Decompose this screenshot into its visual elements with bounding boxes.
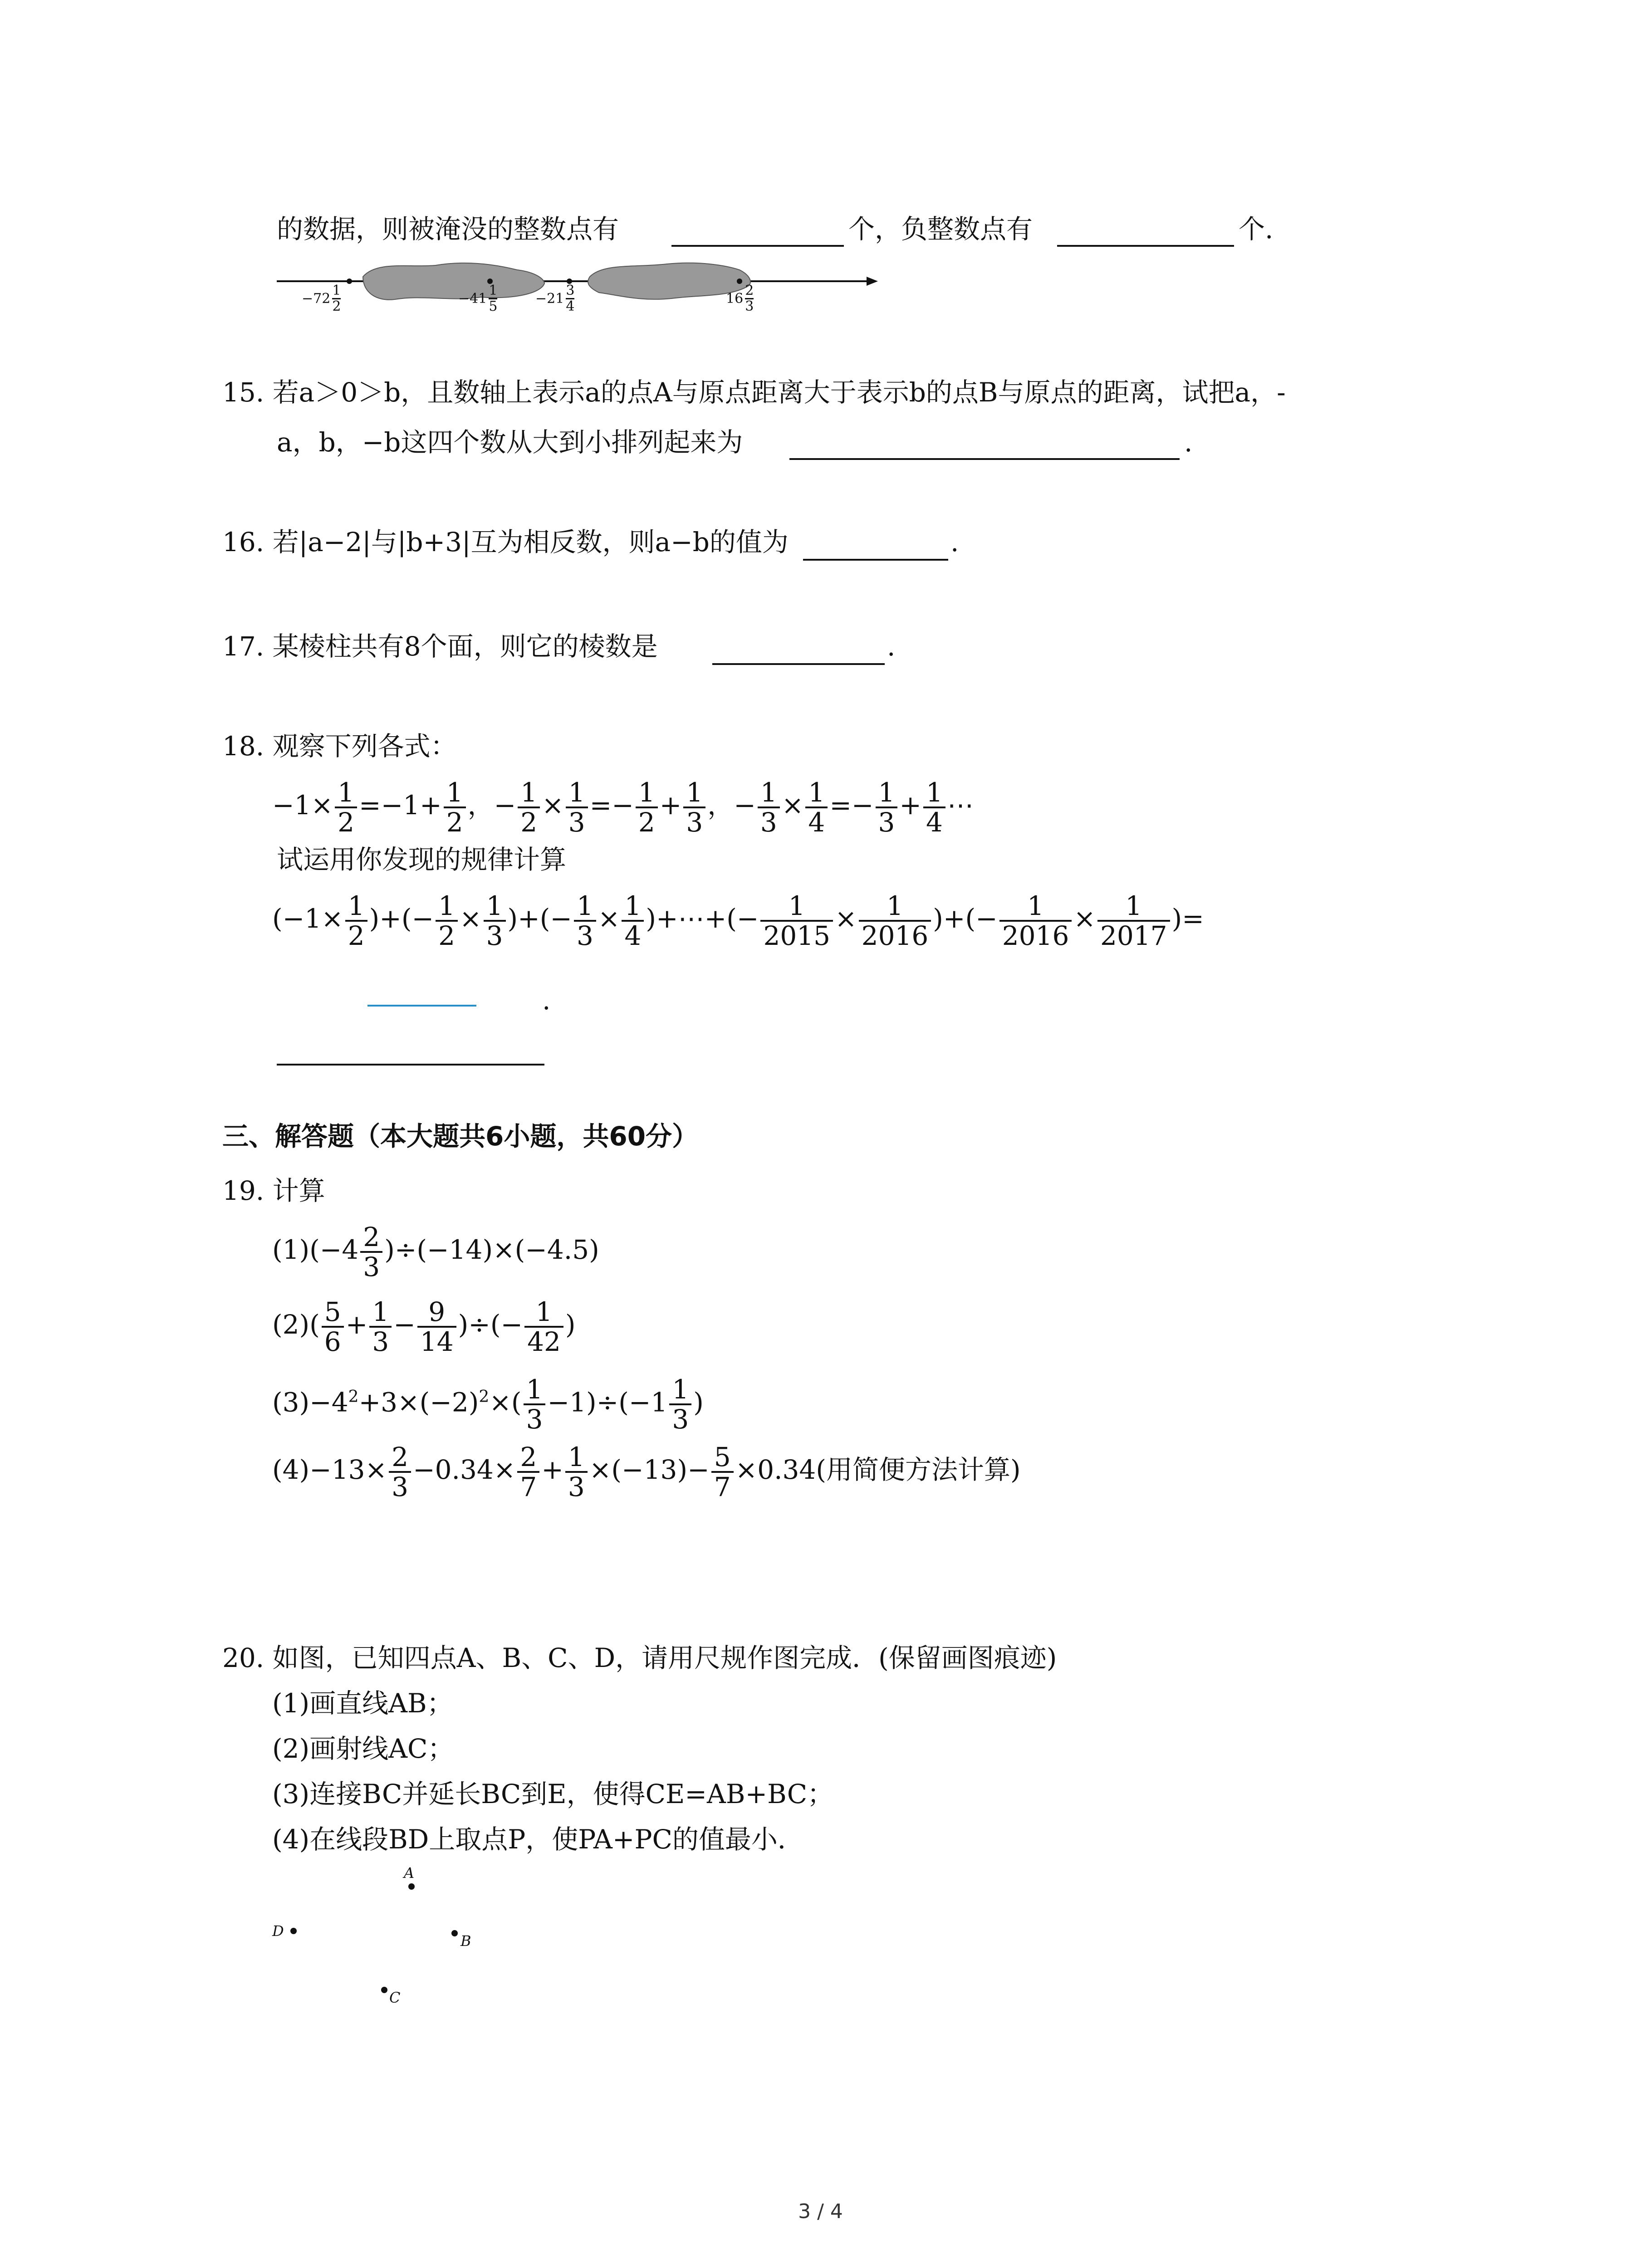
- section3-title: 三、解答题（本大题共6小题，共60分）: [222, 1121, 699, 1152]
- tick-dot-1: [347, 279, 352, 284]
- point-d-dot: [290, 1928, 297, 1934]
- q16-end: .: [950, 527, 959, 557]
- q20-item-3: (3)连接BC并延长BC到E，使得CE=AB+BC；: [272, 1779, 834, 1809]
- point-b-dot: [451, 1930, 458, 1936]
- point-label-a: A: [404, 1864, 415, 1882]
- q19-part4: (4)−13× $\frac{2}{3}$ −0.34× $\frac{2}{7}$ + $\frac{1}{3}$ ×(−13)− $\frac{5}{7}$ ×0.34(用简便方法计算): [272, 1441, 1021, 1502]
- q18-title: 18. 观察下列各式：: [222, 731, 457, 762]
- q18-instruction: 试运用你发现的规律计算: [277, 844, 567, 875]
- point-label-b: B: [460, 1932, 471, 1950]
- q15-line2: a，b，−b这四个数从大到小排列起来为: [277, 427, 743, 458]
- q18-expression: (−1× $\frac{1}{2}$ )+(− $\frac{1}{2}$ × $\frac{1}{3}$ )+(− $\frac{1}{3}$ × $\frac{1}{4}$ )+⋯+(− $\frac{1}{2015}$ × $\frac{1}{2016}$ )+(− $\frac{1}{2016}$ × $\frac{1}{2017}$ )=: [272, 890, 1204, 951]
- q14-text-a: 的数据，则被淹没的整数点有: [277, 214, 619, 244]
- point-a-dot: [408, 1883, 415, 1890]
- q14-blank-2[interactable]: [1057, 245, 1234, 247]
- tick-label-2: −41 $\frac{1}{5}$: [458, 283, 498, 314]
- number-line-arrow: [867, 277, 878, 286]
- q18-end: .: [542, 985, 551, 1016]
- ink-blot-1: [363, 263, 544, 300]
- tick-label-4: 16 $\frac{2}{3}$: [726, 283, 754, 314]
- q16-blank[interactable]: [803, 559, 948, 561]
- q17-text: 17. 某棱柱共有8个面，则它的棱数是: [222, 631, 658, 662]
- number-line-figure: [272, 259, 885, 331]
- q18-blank[interactable]: [277, 1064, 544, 1066]
- q14-text-c: 个.: [1239, 214, 1274, 244]
- q20-item-1: (1)画直线AB；: [272, 1688, 453, 1719]
- q18-answer-underline[interactable]: [367, 1005, 476, 1007]
- point-label-d: D: [272, 1922, 284, 1940]
- q19-part1: (1)(−4 $\frac{2}{3}$ )÷(−14)×(−4.5): [272, 1221, 599, 1282]
- point-label-c: C: [389, 1989, 401, 2006]
- q19-part4-note: (用简便方法计算): [816, 1454, 1021, 1485]
- q19-part3: $(3)-4^2+3\times(-2)^2\times$( $\frac{1}{3}$ −1)÷(−1 $\frac{1}{3}$ ): [272, 1374, 704, 1435]
- q19-part2: (2)( $\frac{5}{6}$ + $\frac{1}{3}$ − $\frac{9}{14}$ )÷(− $\frac{1}{42}$ ): [272, 1296, 576, 1357]
- q17-end: .: [887, 631, 896, 662]
- q18-examples: −1× $\frac{1}{2}$ =−1+ $\frac{1}{2}$ ，− $\frac{1}{2}$ × $\frac{1}{3}$ =− $\frac{1}{2}$ + $\frac{1}{3}$ ，− $\frac{1}{3}$ × $\frac{1}{4}$ =− $\frac{1}{3}$ + $\frac{1}{4}$ ⋯: [272, 777, 974, 838]
- q19-title: 19. 计算: [222, 1175, 325, 1206]
- q16-text: 16. 若|a−2|与|b+3|互为相反数，则a−b的值为: [222, 527, 789, 557]
- q20-item-4: (4)在线段BD上取点P，使PA+PC的值最小．: [272, 1824, 804, 1855]
- q15-end: .: [1184, 427, 1193, 458]
- q14-blank-1[interactable]: [671, 245, 844, 247]
- tick-label-1: −72 $\frac{1}{2}$: [302, 283, 341, 314]
- q20-item-2: (2)画射线AC；: [272, 1733, 454, 1764]
- point-c-dot: [381, 1987, 387, 1993]
- tick-label-3: −21 $\frac{3}{4}$: [535, 283, 575, 314]
- q17-blank[interactable]: [712, 663, 885, 665]
- q15-line1: 15. 若a＞0＞b，且数轴上表示a的点A与原点距离大于表示b的点B与原点的距离，试把a，-: [222, 377, 1286, 408]
- q20-title: 20. 如图，已知四点A、B、C、D，请用尺规作图完成．(保留画图痕迹): [222, 1642, 1057, 1673]
- q15-blank[interactable]: [789, 458, 1180, 460]
- page-number: 3 / 4: [798, 2200, 843, 2223]
- q14-text-b: 个，负整数点有: [848, 214, 1033, 244]
